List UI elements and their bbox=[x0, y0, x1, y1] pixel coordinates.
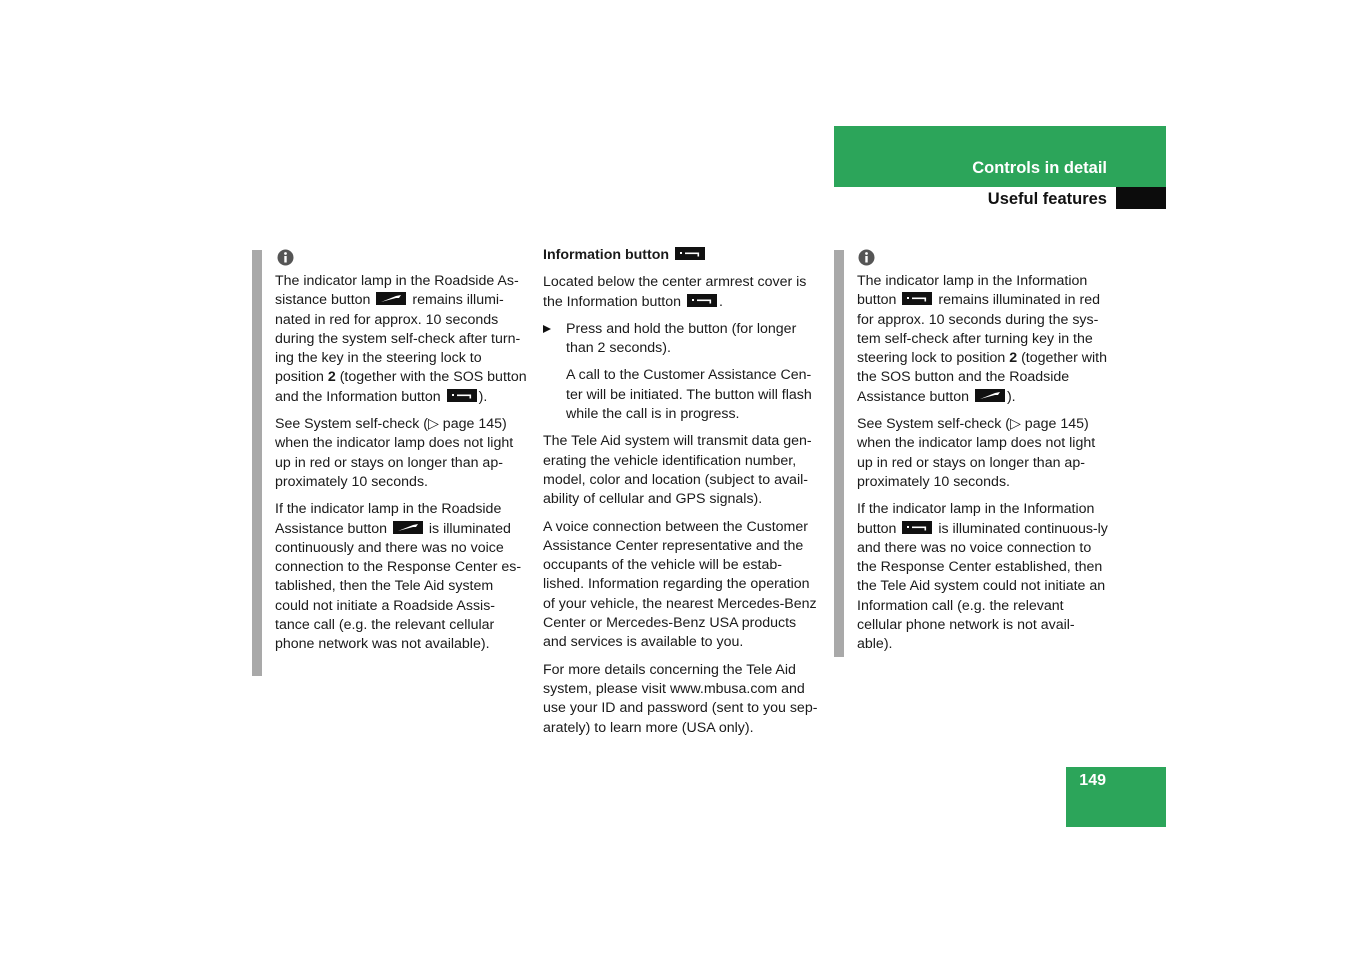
information-button-icon bbox=[902, 292, 932, 305]
left-note-bar bbox=[252, 250, 262, 676]
left-note bbox=[275, 272, 527, 663]
right-note-paragraph-2: See System self-check (▷ page 145) when the indicator lamp does not light up in red or stays on longer than ap-proximately 10 seconds. bbox=[857, 416, 1096, 490]
subsection-title: Useful features bbox=[987, 190, 1107, 208]
page-number: 149 bbox=[1079, 772, 1106, 789]
middle-paragraph-3: A voice connection between the Customer Assistance Center representative and the occupants of the vehicle will be estab-lished. Information regarding the operation of your vehicle, the nearest Mercedes-Benz Center or Mercedes-Benz USA products and services is available to you. bbox=[543, 518, 817, 651]
info-circle-icon bbox=[277, 249, 294, 266]
information-button-icon bbox=[687, 294, 717, 307]
info-circle-icon bbox=[858, 249, 875, 266]
information-button-icon bbox=[902, 521, 932, 534]
header-marker bbox=[1116, 187, 1166, 209]
bullet-arrow-icon bbox=[543, 325, 551, 333]
right-note bbox=[857, 272, 1109, 663]
instruction-result: A call to the Customer Assistance Cen-ter will be initiated. The button will flash while the call is in progress. bbox=[566, 367, 812, 423]
left-note-paragraph-2: See System self-check (▷ page 145) when the indicator lamp does not light up in red or stays on longer than ap-proximately 10 seconds. bbox=[275, 416, 514, 490]
left-note-paragraph-1: The indicator lamp in the Roadside As-sistance button remains illumi-nated in red for approx. 10 seconds during the system self-check after turn-ing the key in the steering lock to position 2 (together with the SOS button and the Information button ). bbox=[275, 273, 527, 405]
middle-paragraph-2: The Tele Aid system will transmit data gen-erating the vehicle identification number, model, color and location (subject to avail-ability of cellular and GPS signals). bbox=[543, 433, 812, 508]
right-note-paragraph-3: If the indicator lamp in the Information button is illuminated continuous-ly and there was no voice connection to the Response Center established, then the Tele Aid system could not initiate an Information call (e.g. the relevant cellular phone network is not avail-able). bbox=[857, 501, 1108, 653]
right-note-paragraph-1: The indicator lamp in the Information button remains illuminated in red for approx. 10 seconds during the sys-tem self-check after turning key in the steering lock to position 2 (together with the SOS button and the Roadside Assistance button ). bbox=[857, 273, 1108, 405]
section-heading: Information button bbox=[543, 246, 819, 265]
middle-paragraph-4: For more details concerning the Tele Aid system, please visit www.mbusa.com and use your ID and password (sent to you sep-arately) to learn more (USA only). bbox=[543, 661, 818, 736]
roadside-assistance-button-icon bbox=[975, 389, 1005, 402]
section-title: Controls in detail bbox=[972, 159, 1107, 177]
instruction-step: Press and hold the button (for longer than 2 seconds). bbox=[543, 320, 819, 359]
information-button-icon bbox=[447, 389, 477, 402]
roadside-assistance-button-icon bbox=[376, 292, 406, 305]
left-note-paragraph-3: If the indicator lamp in the Roadside Assistance button is illuminated continuously and there was no voice connection to the Response Center es-tablished, then the Tele Aid system could not initiate a Roadside Assis-tance call (e.g. the relevant cellular phone network was not available). bbox=[275, 501, 522, 653]
right-note-bar bbox=[834, 250, 844, 657]
roadside-assistance-button-icon bbox=[393, 521, 423, 534]
information-button-section bbox=[543, 246, 819, 746]
information-button-icon bbox=[675, 247, 705, 260]
middle-paragraph-1: Located below the center armrest cover is the Information button . bbox=[543, 274, 807, 310]
